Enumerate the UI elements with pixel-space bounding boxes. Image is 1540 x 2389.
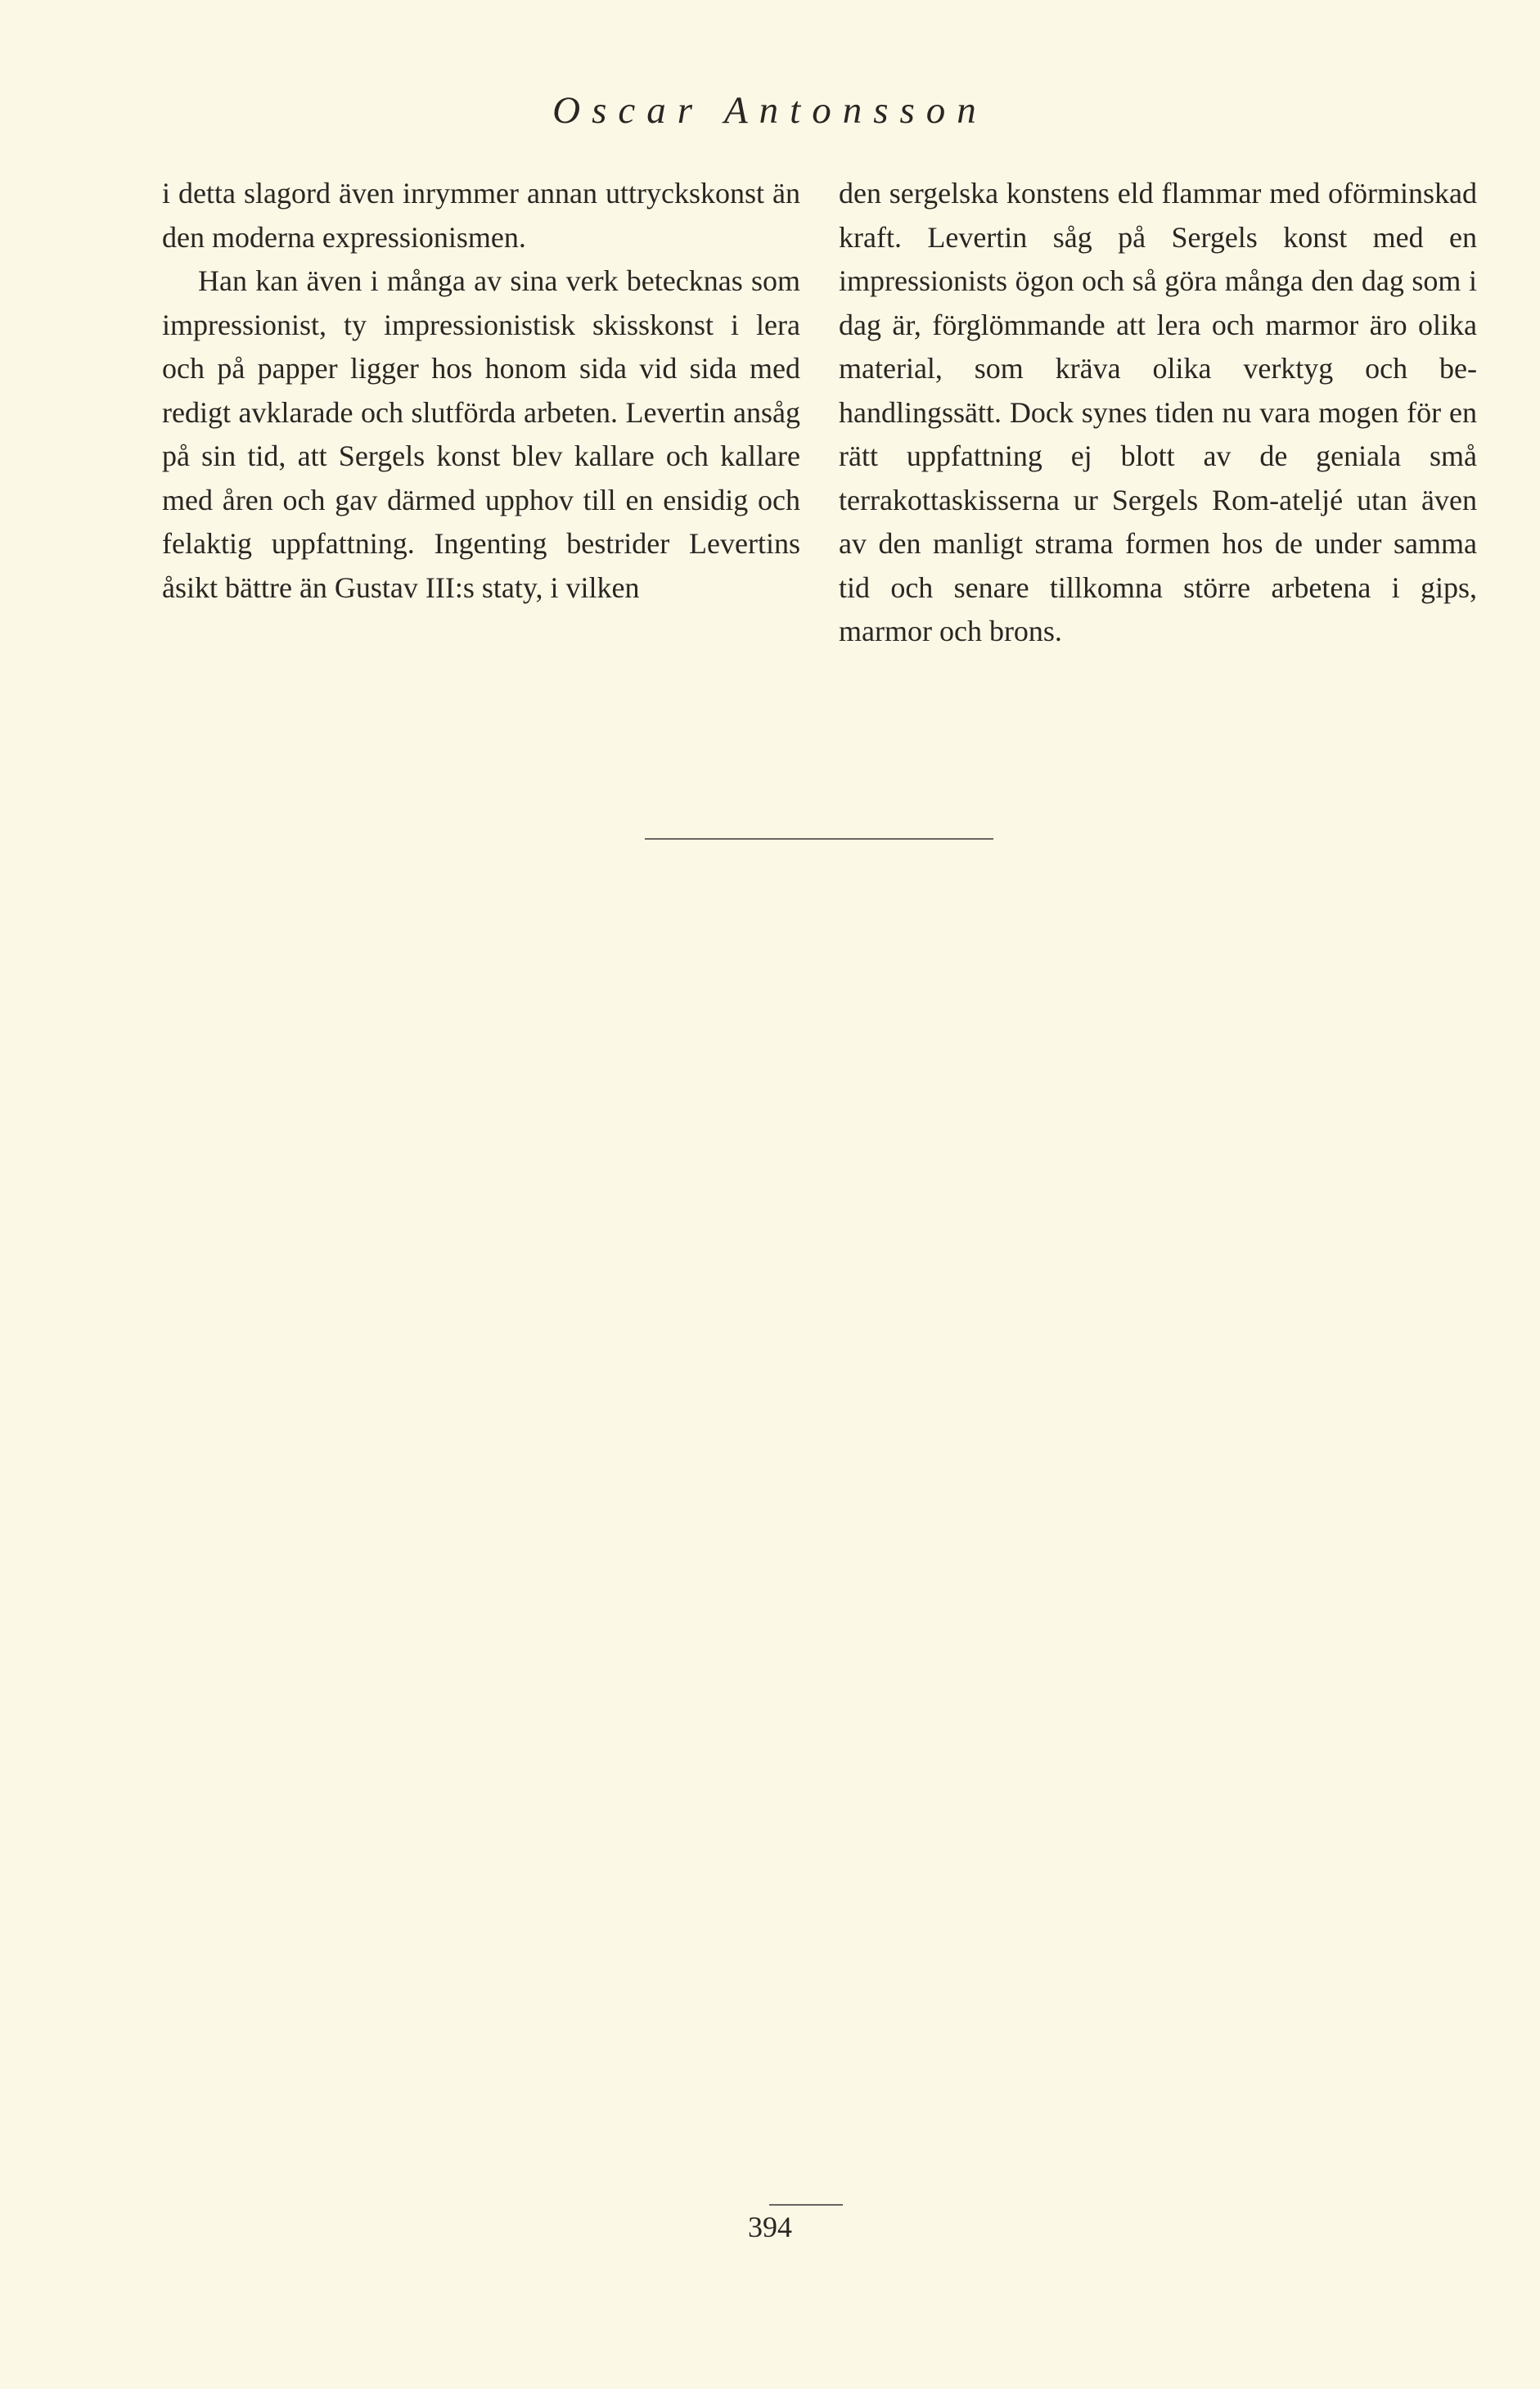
running-head: Oscar Antonsson bbox=[552, 89, 988, 132]
paragraph: i detta slagord även inrymmer annan uttryckskonst än den moderna expressionismen. bbox=[162, 177, 800, 254]
right-text-column bbox=[839, 172, 1477, 654]
left-text-column bbox=[162, 172, 800, 610]
section-end-rule bbox=[645, 838, 993, 840]
page-number-rule bbox=[769, 2204, 843, 2206]
page-number: 394 bbox=[748, 2211, 792, 2243]
paragraph: Han kan även i många av sina verk betecknas som impressionist, ty impressionistisk skisskonst i lera och på papper ligger hos honom sida vid sida med redigt avklarade och slutförda arbeten. Levertin ansåg på sin tid, att Sergels konst blev kallare och kallare med åren och gav därmed upphov till en ensidig och felaktig uppfattning. Ingenting bestrider Levertins åsikt bättre än Gustav III:s staty, i vilken bbox=[162, 264, 800, 604]
paragraph: den sergelska konstens eld flammar med oförminskad kraft. Levertin såg på Sergels konst med en impressionists ögon och så göra många den dag som i dag är, förglömmande att lera och marmor äro olika material, som kräva olika verktyg och behandlingssätt. Dock synes tiden nu vara mogen för en rätt uppfattning ej blott av de geniala små terrakottaskisserna ur Sergels Rom-ateljé utan även av den manligt strama formen hos de under samma tid och senare tillkomna större arbetena i gips, marmor och brons. bbox=[839, 177, 1477, 647]
